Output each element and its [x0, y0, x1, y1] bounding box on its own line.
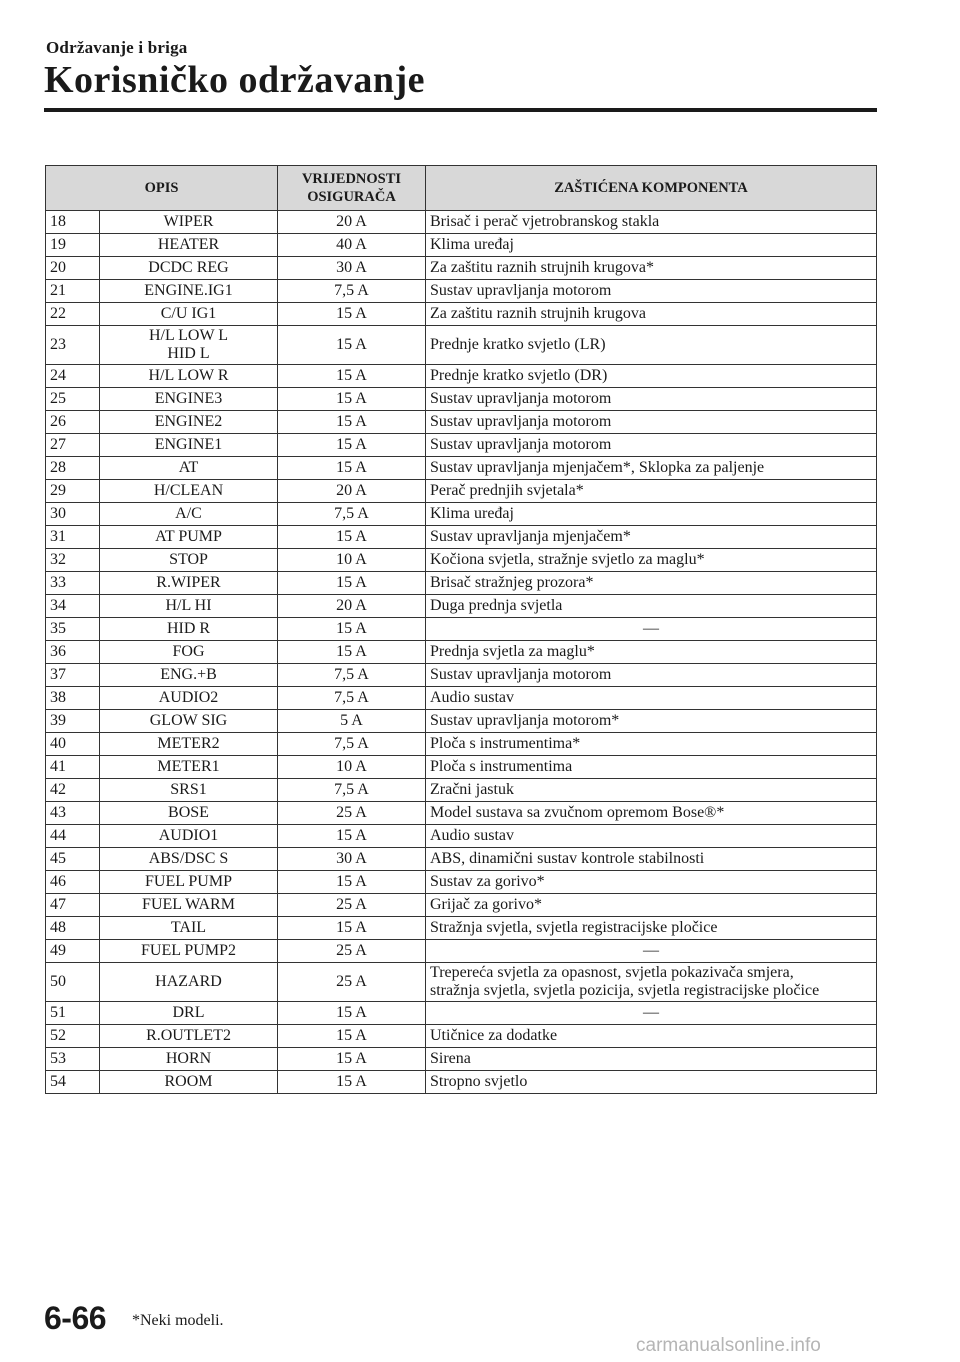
cell-fuse-name: BOSE: [100, 802, 278, 825]
table-row: [46, 434, 877, 457]
cell-fuse-rating: 7,5 A: [278, 280, 426, 303]
cell-protected-component: Sustav upravljanja mjenjačem*, Sklopka za paljenje: [426, 457, 877, 480]
cell-fuse-number: 44: [46, 825, 100, 848]
cell-protected-component: Audio sustav: [426, 825, 877, 848]
cell-fuse-rating: 15 A: [278, 411, 426, 434]
cell-fuse-number: 19: [46, 234, 100, 257]
table-row: [46, 940, 877, 963]
cell-protected-component: Sustav upravljanja motorom: [426, 280, 877, 303]
cell-protected-component: Audio sustav: [426, 687, 877, 710]
cell-fuse-name: DCDC REG: [100, 257, 278, 280]
cell-fuse-number: 46: [46, 871, 100, 894]
cell-fuse-name: SRS1: [100, 779, 278, 802]
cell-fuse-rating: 15 A: [278, 303, 426, 326]
cell-fuse-rating: 15 A: [278, 641, 426, 664]
table-row: [46, 457, 877, 480]
cell-protected-component: Model sustava sa zvučnom opremom Bose®*: [426, 802, 877, 825]
cell-fuse-name: AUDIO2: [100, 687, 278, 710]
cell-fuse-name: AUDIO1: [100, 825, 278, 848]
cell-fuse-name: HORN: [100, 1048, 278, 1071]
table-row: [46, 733, 877, 756]
cell-protected-component: Prednje kratko svjetlo (LR): [426, 326, 877, 365]
cell-fuse-number: 33: [46, 572, 100, 595]
table-row: [46, 848, 877, 871]
cell-protected-component: Brisač stražnjeg prozora*: [426, 572, 877, 595]
cell-fuse-rating: 15 A: [278, 388, 426, 411]
cell-fuse-name: ENGINE2: [100, 411, 278, 434]
table-header-row: [46, 166, 877, 211]
cell-protected-component: Sustav upravljanja motorom: [426, 411, 877, 434]
table-row: [46, 234, 877, 257]
cell-fuse-number: 25: [46, 388, 100, 411]
cell-fuse-rating: 15 A: [278, 326, 426, 365]
cell-protected-component: Prednje kratko svjetlo (DR): [426, 365, 877, 388]
cell-fuse-name: ENG.+B: [100, 664, 278, 687]
cell-fuse-number: 26: [46, 411, 100, 434]
page-number: 6-66: [44, 1300, 107, 1336]
table-row: [46, 664, 877, 687]
cell-fuse-rating: 15 A: [278, 1025, 426, 1048]
cell-fuse-rating: 15 A: [278, 434, 426, 457]
cell-fuse-number: 21: [46, 280, 100, 303]
cell-fuse-number: 54: [46, 1071, 100, 1094]
table-row: [46, 280, 877, 303]
cell-fuse-name: H/CLEAN: [100, 480, 278, 503]
cell-protected-component: Sirena: [426, 1048, 877, 1071]
table-row: [46, 211, 877, 234]
column-header-opis: OPIS: [46, 166, 278, 211]
table-row: [46, 917, 877, 940]
cell-fuse-name: H/L LOW R: [100, 365, 278, 388]
cell-fuse-rating: 15 A: [278, 1002, 426, 1025]
cell-protected-component: Sustav za gorivo*: [426, 871, 877, 894]
cell-fuse-name: FUEL WARM: [100, 894, 278, 917]
cell-fuse-number: 38: [46, 687, 100, 710]
cell-fuse-rating: 15 A: [278, 1071, 426, 1094]
cell-protected-component: Zračni jastuk: [426, 779, 877, 802]
page-title: Korisničko održavanje: [44, 59, 425, 101]
table-row: [46, 1071, 877, 1094]
cell-fuse-rating: 7,5 A: [278, 779, 426, 802]
cell-fuse-name: C/U IG1: [100, 303, 278, 326]
cell-protected-component: Grijač za gorivo*: [426, 894, 877, 917]
cell-fuse-name: TAIL: [100, 917, 278, 940]
cell-protected-component: Duga prednja svjetla: [426, 595, 877, 618]
cell-fuse-rating: 15 A: [278, 1048, 426, 1071]
cell-fuse-number: 24: [46, 365, 100, 388]
cell-fuse-rating: 10 A: [278, 756, 426, 779]
table-row: [46, 480, 877, 503]
cell-fuse-name: HAZARD: [100, 963, 278, 1002]
cell-fuse-number: 28: [46, 457, 100, 480]
table-row: [46, 779, 877, 802]
cell-fuse-name: FUEL PUMP2: [100, 940, 278, 963]
table-row: [46, 257, 877, 280]
cell-fuse-number: 29: [46, 480, 100, 503]
cell-fuse-number: 49: [46, 940, 100, 963]
cell-fuse-rating: 15 A: [278, 365, 426, 388]
cell-fuse-number: 40: [46, 733, 100, 756]
table-row: [46, 388, 877, 411]
cell-protected-component: Sustav upravljanja mjenjačem*: [426, 526, 877, 549]
table-row: [46, 365, 877, 388]
cell-fuse-name: WIPER: [100, 211, 278, 234]
cell-fuse-rating: 7,5 A: [278, 733, 426, 756]
section-label: Održavanje i briga: [46, 38, 188, 57]
cell-fuse-rating: 15 A: [278, 825, 426, 848]
cell-fuse-number: 30: [46, 503, 100, 526]
table-body: [46, 211, 877, 1094]
cell-fuse-number: 43: [46, 802, 100, 825]
cell-protected-component: Stropno svjetlo: [426, 1071, 877, 1094]
cell-fuse-number: 22: [46, 303, 100, 326]
cell-fuse-name: FOG: [100, 641, 278, 664]
table-row: [46, 618, 877, 641]
cell-fuse-number: 41: [46, 756, 100, 779]
table-row: [46, 1048, 877, 1071]
cell-fuse-number: 45: [46, 848, 100, 871]
cell-fuse-name: H/L LOW L HID L: [100, 326, 278, 365]
cell-fuse-rating: 40 A: [278, 234, 426, 257]
table-row: [46, 687, 877, 710]
cell-protected-component: Utičnice za dodatke: [426, 1025, 877, 1048]
cell-protected-component: Trepereća svjetla za opasnost, svjetla pokazivača smjera, stražnja svjetla, svjetla pozicija, svjetla registracijske pločice: [426, 963, 877, 1002]
cell-protected-component: Za zaštitu raznih strujnih krugova: [426, 303, 877, 326]
cell-fuse-name: ABS/DSC S: [100, 848, 278, 871]
watermark: carmanualsonline.info: [636, 1335, 821, 1356]
cell-fuse-rating: 20 A: [278, 480, 426, 503]
cell-fuse-name: AT: [100, 457, 278, 480]
cell-protected-component: Klima uređaj: [426, 234, 877, 257]
table-row: [46, 802, 877, 825]
cell-fuse-number: 35: [46, 618, 100, 641]
cell-fuse-rating: 15 A: [278, 917, 426, 940]
cell-fuse-rating: 5 A: [278, 710, 426, 733]
cell-fuse-rating: 30 A: [278, 257, 426, 280]
table-row: [46, 894, 877, 917]
table-row: [46, 1025, 877, 1048]
table-row: [46, 825, 877, 848]
cell-fuse-number: 27: [46, 434, 100, 457]
cell-protected-component: Brisač i perač vjetrobranskog stakla: [426, 211, 877, 234]
cell-fuse-rating: 15 A: [278, 871, 426, 894]
table-row: [46, 710, 877, 733]
cell-protected-component: Klima uređaj: [426, 503, 877, 526]
cell-fuse-number: 51: [46, 1002, 100, 1025]
cell-protected-component: Perač prednjih svjetala*: [426, 480, 877, 503]
table-row: [46, 963, 877, 1002]
cell-fuse-name: ENGINE1: [100, 434, 278, 457]
cell-fuse-name: FUEL PUMP: [100, 871, 278, 894]
cell-fuse-name: A/C: [100, 503, 278, 526]
cell-fuse-name: HEATER: [100, 234, 278, 257]
table-row: [46, 326, 877, 365]
cell-fuse-name: AT PUMP: [100, 526, 278, 549]
fuse-table: [45, 165, 877, 1094]
cell-fuse-number: 42: [46, 779, 100, 802]
cell-protected-component: Ploča s instrumentima: [426, 756, 877, 779]
cell-fuse-name: GLOW SIG: [100, 710, 278, 733]
cell-fuse-number: 52: [46, 1025, 100, 1048]
cell-fuse-rating: 25 A: [278, 963, 426, 1002]
cell-protected-component: ABS, dinamični sustav kontrole stabilnosti: [426, 848, 877, 871]
cell-protected-component: Ploča s instrumentima*: [426, 733, 877, 756]
cell-protected-component: Kočiona svjetla, stražnje svjetlo za maglu*: [426, 549, 877, 572]
cell-fuse-rating: 7,5 A: [278, 664, 426, 687]
cell-protected-component: Za zaštitu raznih strujnih krugova*: [426, 257, 877, 280]
title-rule: [44, 108, 877, 112]
table-row: [46, 303, 877, 326]
cell-fuse-name: DRL: [100, 1002, 278, 1025]
table-row: [46, 871, 877, 894]
cell-fuse-number: 39: [46, 710, 100, 733]
table-row: [46, 503, 877, 526]
cell-fuse-rating: 15 A: [278, 526, 426, 549]
cell-protected-component: —: [426, 940, 877, 963]
cell-fuse-name: METER2: [100, 733, 278, 756]
cell-fuse-number: 50: [46, 963, 100, 1002]
cell-protected-component: Sustav upravljanja motorom: [426, 664, 877, 687]
cell-fuse-number: 18: [46, 211, 100, 234]
table-row: [46, 595, 877, 618]
cell-fuse-number: 37: [46, 664, 100, 687]
cell-fuse-rating: 7,5 A: [278, 503, 426, 526]
cell-protected-component: —: [426, 1002, 877, 1025]
table-row: [46, 526, 877, 549]
cell-fuse-number: 34: [46, 595, 100, 618]
table-row: [46, 1002, 877, 1025]
cell-fuse-rating: 20 A: [278, 595, 426, 618]
cell-fuse-rating: 7,5 A: [278, 687, 426, 710]
cell-protected-component: Sustav upravljanja motorom: [426, 434, 877, 457]
cell-fuse-name: METER1: [100, 756, 278, 779]
cell-protected-component: Sustav upravljanja motorom*: [426, 710, 877, 733]
cell-fuse-rating: 25 A: [278, 802, 426, 825]
cell-fuse-rating: 25 A: [278, 940, 426, 963]
cell-fuse-rating: 15 A: [278, 572, 426, 595]
cell-fuse-number: 48: [46, 917, 100, 940]
cell-fuse-rating: 25 A: [278, 894, 426, 917]
column-header-vrijednost: VRIJEDNOSTI OSIGURAČA: [278, 166, 426, 211]
cell-fuse-number: 20: [46, 257, 100, 280]
table-row: [46, 411, 877, 434]
table-row: [46, 549, 877, 572]
cell-fuse-name: ENGINE3: [100, 388, 278, 411]
cell-fuse-rating: 10 A: [278, 549, 426, 572]
cell-protected-component: Prednja svjetla za maglu*: [426, 641, 877, 664]
cell-fuse-rating: 30 A: [278, 848, 426, 871]
cell-fuse-name: R.WIPER: [100, 572, 278, 595]
cell-fuse-rating: 15 A: [278, 618, 426, 641]
cell-fuse-name: R.OUTLET2: [100, 1025, 278, 1048]
cell-fuse-number: 31: [46, 526, 100, 549]
cell-fuse-number: 47: [46, 894, 100, 917]
cell-fuse-number: 23: [46, 326, 100, 365]
cell-fuse-name: HID R: [100, 618, 278, 641]
cell-protected-component: —: [426, 618, 877, 641]
table-row: [46, 756, 877, 779]
cell-fuse-name: H/L HI: [100, 595, 278, 618]
column-header-komponenta: ZAŠTIĆENA KOMPONENTA: [426, 166, 877, 211]
cell-fuse-name: ROOM: [100, 1071, 278, 1094]
table-row: [46, 572, 877, 595]
cell-fuse-rating: 20 A: [278, 211, 426, 234]
cell-fuse-rating: 15 A: [278, 457, 426, 480]
cell-fuse-name: STOP: [100, 549, 278, 572]
cell-fuse-number: 53: [46, 1048, 100, 1071]
cell-protected-component: Sustav upravljanja motorom: [426, 388, 877, 411]
cell-fuse-number: 36: [46, 641, 100, 664]
footnote: *Neki modeli.: [132, 1312, 224, 1329]
cell-protected-component: Stražnja svjetla, svjetla registracijske pločice: [426, 917, 877, 940]
table-row: [46, 641, 877, 664]
cell-fuse-number: 32: [46, 549, 100, 572]
cell-fuse-name: ENGINE.IG1: [100, 280, 278, 303]
